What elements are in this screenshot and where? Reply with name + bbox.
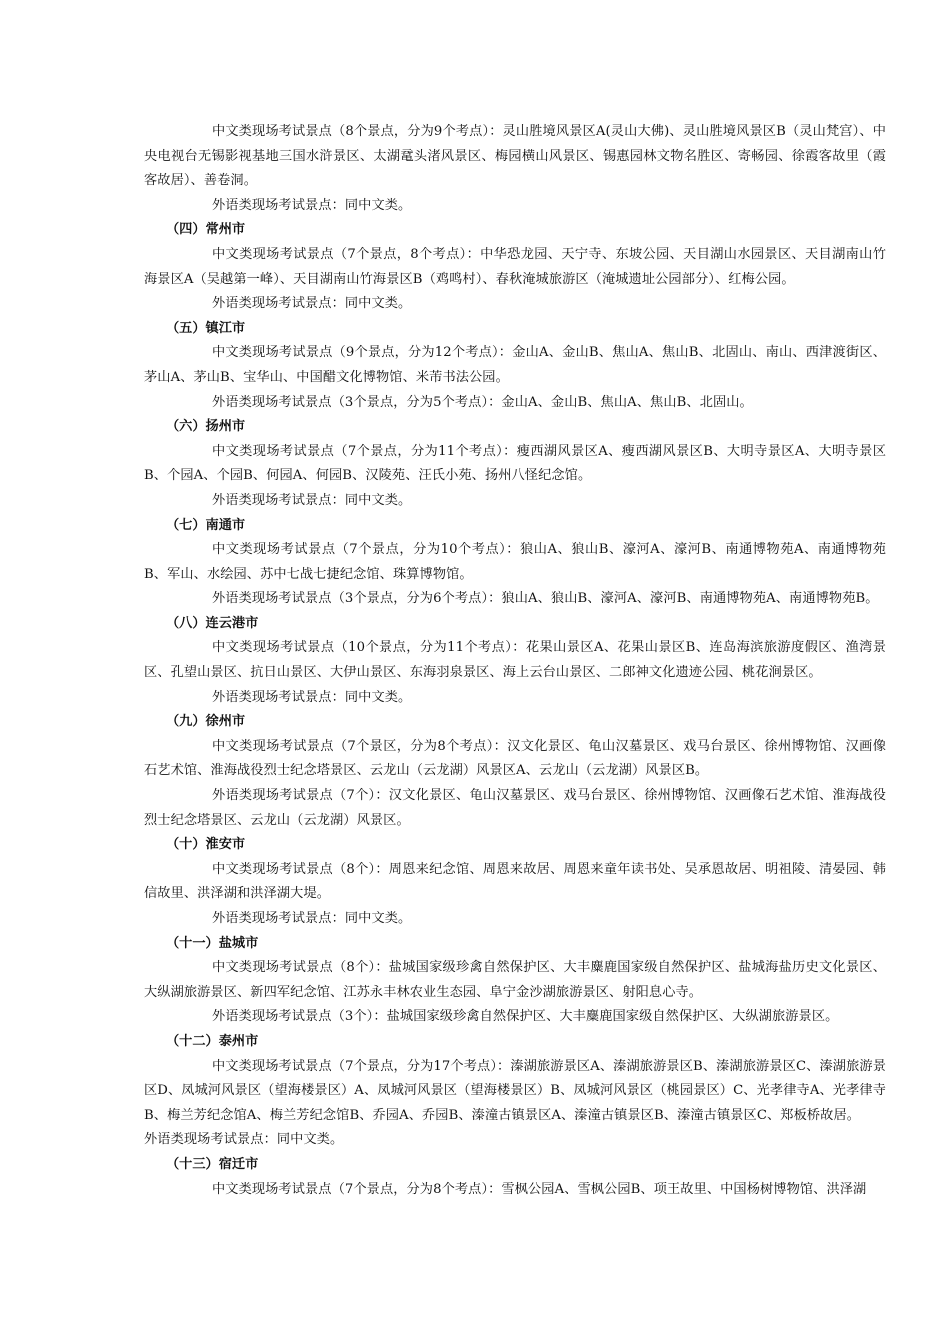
yangzhou-foreign-sites: 外语类现场考试景点：同中文类。 <box>212 492 412 508</box>
lianyungang-foreign-sites: 外语类现场考试景点：同中文类。 <box>212 689 412 705</box>
wuxi-chinese-sites: 中文类现场考试景点（8个景点，分为9个考点）：灵山胜境风景区A(灵山大佛)、灵山胜境风景区B（灵山梵宫）、中央电视台无锡影视基地三国水浒景区、太湖鼋头渚风景区、梅园横山风景区、锡惠园林文物名胜区、寄畅园、徐霞客故里（霞客故居）、善卷洞。 <box>144 124 886 189</box>
xuzhou-chinese-sites: 中文类现场考试景点（7个景区，分为8个考点）：汉文化景区、龟山汉墓景区、戏马台景区、徐州博物馆、汉画像石艺术馆、淮海战役烈士纪念塔景区、云龙山（云龙湖）风景区A、云龙山（云龙湖）风景区B。 <box>144 738 886 779</box>
section-heading-huaian: （十）淮安市 <box>166 837 246 853</box>
suqian-chinese-sites: 中文类现场考试景点（7个景点，分为8个考点）：雪枫公园A、雪枫公园B、项王故里、中国杨树博物馆、洪泽湖 <box>212 1181 867 1197</box>
zhenjiang-chinese-sites: 中文类现场考试景点（9个景点，分为12个考点）：金山A、金山B、焦山A、焦山B、北固山、南山、西津渡街区、茅山A、茅山B、宝华山、中国醋文化博物馆、米芾书法公园。 <box>144 345 886 385</box>
taizhou-foreign-sites: 外语类现场考试景点：同中文类。 <box>144 1132 344 1148</box>
section-heading-suqian: （十三）宿迁市 <box>166 1156 259 1172</box>
zhenjiang-foreign-sites: 外语类现场考试景点（3个景点，分为5个考点）：金山A、金山B、焦山A、焦山B、北固山。 <box>212 394 753 410</box>
yancheng-foreign-sites: 外语类现场考试景点（3个）：盐城国家级珍禽自然保护区、大丰麋鹿国家级自然保护区、大纵湖旅游景区。 <box>212 1009 839 1025</box>
lianyungang-chinese-sites: 中文类现场考试景点（10个景点，分为11个考点）：花果山景区A、花果山景区B、连岛海滨旅游度假区、渔湾景区、孔望山景区、抗日山景区、大伊山景区、东海羽泉景区、海上云台山景区、二郎神文化遗迹公园、桃花涧景区。 <box>144 640 886 681</box>
section-heading-changzhou: （四）常州市 <box>166 222 246 238</box>
section-heading-yangzhou: （六）扬州市 <box>166 419 246 435</box>
yangzhou-chinese-sites: 中文类现场考试景点（7个景点，分为11个考点）：瘦西湖风景区A、瘦西湖风景区B、大明寺景区A、大明寺景区B、个园A、个园B、何园A、何园B、汉陵苑、汪氏小苑、扬州八怪纪念馆。 <box>144 443 886 484</box>
huaian-chinese-sites: 中文类现场考试景点（8个）：周恩来纪念馆、周恩来故居、周恩来童年读书处、吴承恩故居、明祖陵、清晏园、韩信故里、洪泽湖和洪泽湖大堤。 <box>144 861 886 902</box>
section-heading-xuzhou: （九）徐州市 <box>166 714 246 730</box>
huaian-foreign-sites: 外语类现场考试景点：同中文类。 <box>212 911 412 926</box>
section-heading-taizhou: （十二）泰州市 <box>166 1033 259 1049</box>
section-heading-yancheng: （十一）盐城市 <box>166 935 259 951</box>
section-heading-lianyungang: （八）连云港市 <box>166 615 259 631</box>
taizhou-chinese-sites: 中文类现场考试景点（7个景点，分为17个考点）：溱湖旅游景区A、溱湖旅游景区B、溱湖旅游景区C、溱湖旅游景区D、凤城河风景区（望海楼景区）A、凤城河风景区（望海楼景区）B、凤城河风景区（桃园景区）C、光孝律寺A、光孝律寺B、梅兰芳纪念馆A、梅兰芳纪念馆B、乔园A、乔园B、溱潼古镇景区A、溱潼古镇景区B、溱潼古镇景区C、郑板桥故居。 <box>144 1058 886 1123</box>
nantong-chinese-sites: 中文类现场考试景点（7个景点，分为10个考点）：狼山A、狼山B、濠河A、濠河B、南通博物苑A、南通博物苑B、军山、水绘园、苏中七战七捷纪念馆、珠算博物馆。 <box>144 542 886 582</box>
xuzhou-foreign-sites: 外语类现场考试景点（7个）：汉文化景区、龟山汉墓景区、戏马台景区、徐州博物馆、汉画像石艺术馆、淮海战役烈士纪念塔景区、云龙山（云龙湖）风景区。 <box>144 788 886 828</box>
nantong-foreign-sites: 外语类现场考试景点（3个景点，分为6个考点）：狼山A、狼山B、濠河A、濠河B、南通博物苑A、南通博物苑B。 <box>212 591 879 607</box>
changzhou-chinese-sites: 中文类现场考试景点（7个景点，8个考点）：中华恐龙园、天宁寺、东坡公园、天目湖山水园景区、天目湖南山竹海景区A（吴越第一峰）、天目湖南山竹海景区B（鸡鸣村）、春秋淹城旅游区（淹城遗址公园部分）、红梅公园。 <box>144 246 886 287</box>
section-heading-zhenjiang: （五）镇江市 <box>166 320 246 336</box>
yancheng-chinese-sites: 中文类现场考试景点（8个）：盐城国家级珍禽自然保护区、大丰麋鹿国家级自然保护区、盐城海盐历史文化景区、大纵湖旅游景区、新四军纪念馆、江苏永丰林农业生态园、阜宁金沙湖旅游景区、射阳息心寺。 <box>144 960 886 1000</box>
document-body <box>144 120 886 1202</box>
section-heading-nantong: （七）南通市 <box>166 517 246 533</box>
changzhou-foreign-sites: 外语类现场考试景点：同中文类。 <box>212 296 412 312</box>
wuxi-foreign-sites: 外语类现场考试景点：同中文类。 <box>212 197 412 213</box>
